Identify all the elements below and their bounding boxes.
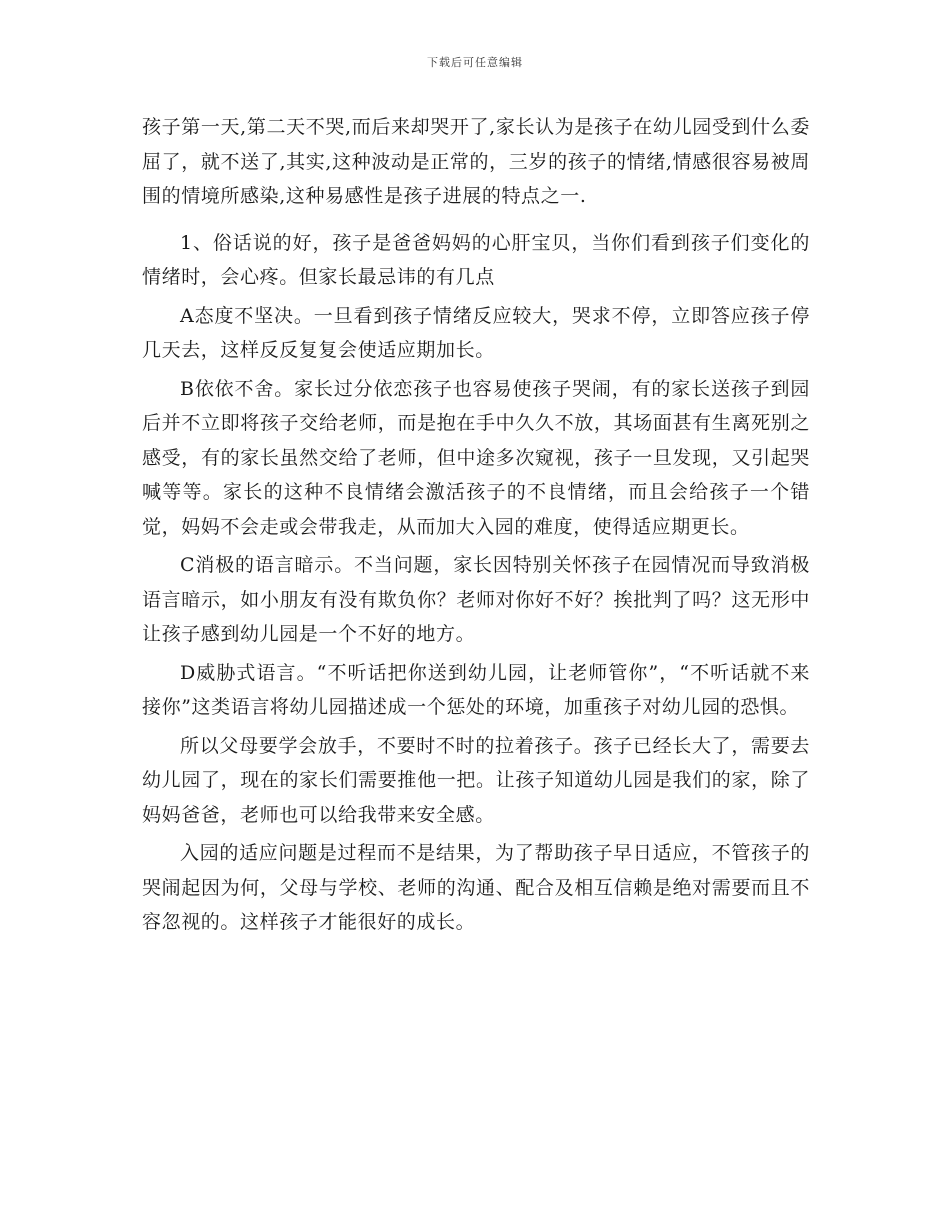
header-note: 下载后可任意编辑 — [427, 56, 523, 69]
paragraph-point-c: C消极的语言暗示。不当问题，家长因特别关怀孩子在园情况而导致消极语言暗示，如小朋友有没有欺负你？老师对你好不好？挨批判了吗？这无形中让孩子感到幼儿园是一个不好的地方。 — [142, 554, 810, 645]
paragraph-intro: 孩子第一天,第二天不哭,而后来却哭开了,家长认为是孩子在幼儿园受到什么委屈了，就不送了,其实,这种波动是正常的，三岁的孩子的情绪,情感很容易被周围的情境所感染,这种易感性是孩子进展的特点之一. — [142, 116, 810, 207]
paragraph-point-1: 1、俗话说的好，孩子是爸爸妈妈的心肝宝贝，当你们看到孩子们变化的情绪时，会心疼。但家长最忌讳的有几点 — [142, 231, 810, 288]
paragraph-conclusion-1: 所以父母要学会放手，不要时不时的拉着孩子。孩子已经长大了，需要去幼儿园了，现在的家长们需要推他一把。让孩子知道幼儿园是我们的家，除了妈妈爸爸，老师也可以给我带来安全感。 — [142, 734, 810, 826]
document-body — [142, 110, 810, 940]
paragraph-point-b: B依依不舍。家长过分依恋孩子也容易使孩子哭闹，有的家长送孩子到园后并不立即将孩子交给老师，而是抱在手中久久不放，其场面甚有生离死别之感受，有的家长虽然交给了老师，但中途多次窥视，孩子一旦发现，又引起哭喊等等。家长的这种不良情绪会激活孩子的不良情绪，而且会给孩子一个错觉，妈妈不会走或会带我走，从而加大入园的难度，使得适应期更长。 — [142, 377, 810, 538]
paragraph-point-a: A态度不坚决。一旦看到孩子情绪反应较大，哭求不停，立即答应孩子停几天去，这样反反复复会使适应期加长。 — [142, 304, 810, 361]
paragraph-conclusion-2: 入园的适应问题是过程而不是结果，为了帮助孩子早日适应，不管孩子的哭闹起因为何，父母与学校、老师的沟通、配合及相互信赖是绝对需要而且不容忽视的。这样孩子才能很好的成长。 — [142, 842, 810, 933]
paragraph-point-d: D威胁式语言。“不听话把你送到幼儿园，让老师管你”，“不听话就不来接你”这类语言将幼儿园描述成一个惩处的环境，加重孩子对幼儿园的恐惧。 — [142, 661, 810, 718]
